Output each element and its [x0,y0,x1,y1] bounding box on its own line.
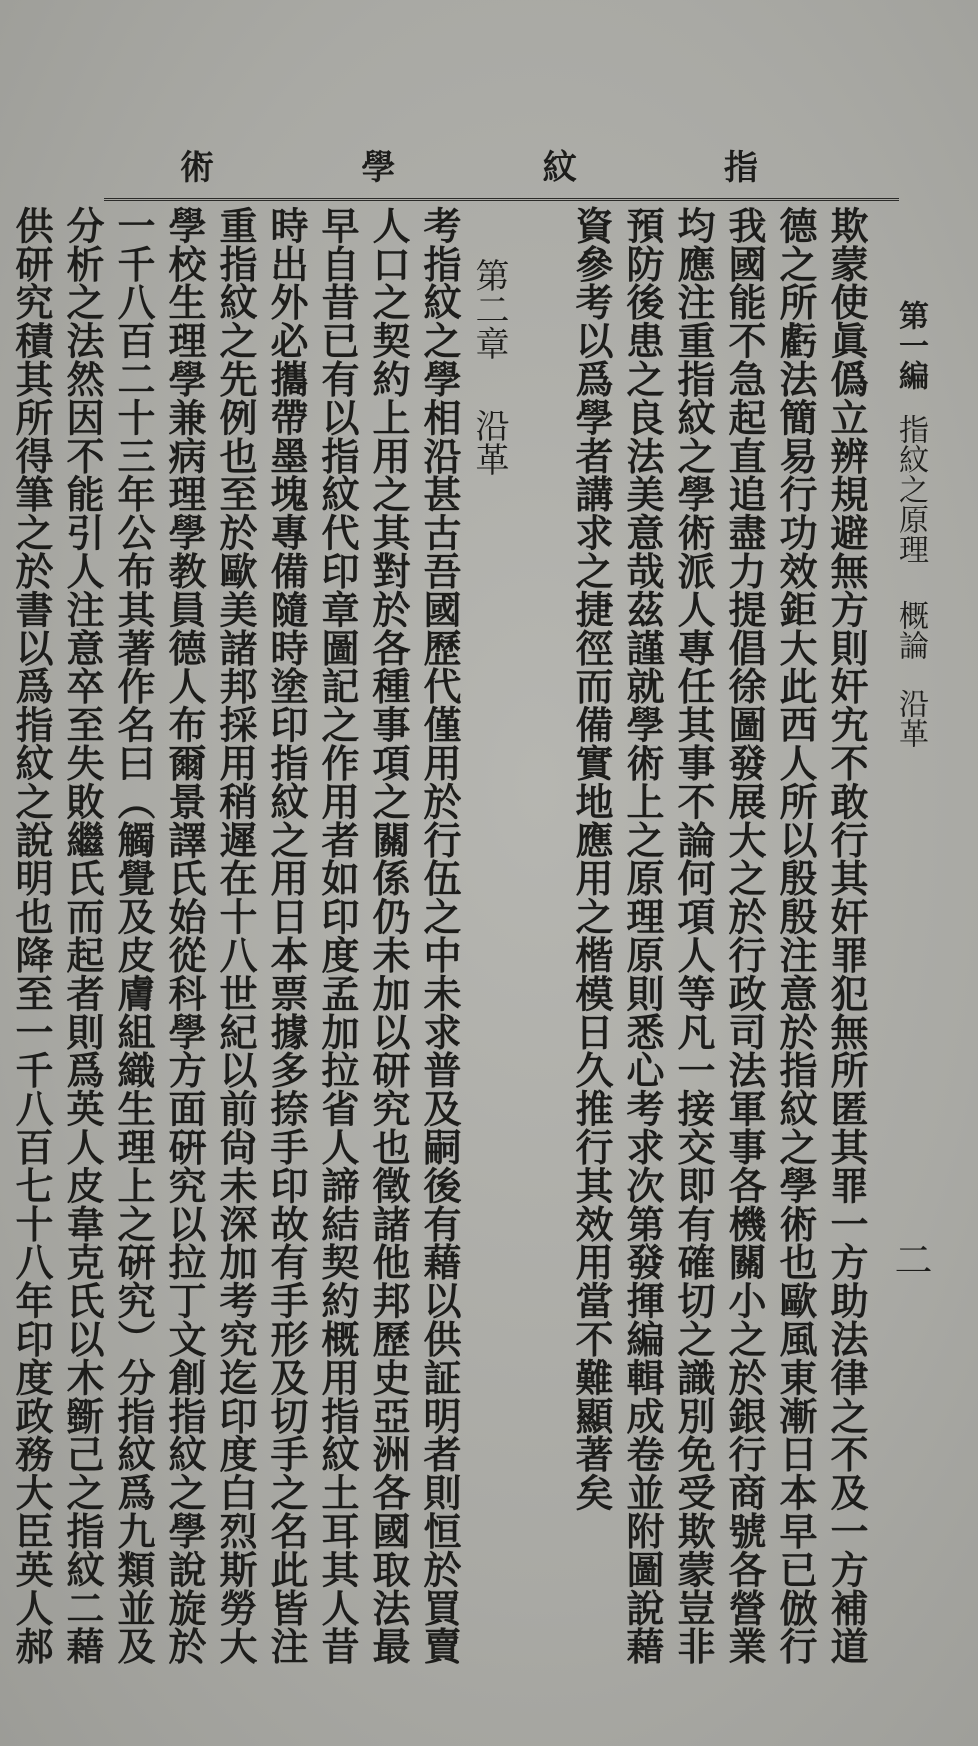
running-head-chapter-2: 沿革 [893,688,928,748]
text-column: 學校生理學兼病理學教員德人布爾景譯氏始從科學方面硏究以拉丁文創指紋之學說旋於 [162,206,207,1666]
text-column: 德之所虧法簡易行功效鉅大此西人所以殷殷注意於指紋之學術也歐風東漸日本早已倣行 [773,206,818,1666]
header-rule [104,198,899,201]
text-column: 人口之契約上用之其對於各種事項之關係仍未加以研究也徵諸他邦歷史亞洲各國取法最 [366,206,411,1666]
text-column: 預防後患之良法美意哉茲謹就學術上之原理原則悉心考求次第發揮編輯成卷並附圖說藉 [620,206,665,1666]
book-title-char: 術 [180,147,216,188]
text-column: 我國能不急起直追盡力提倡徐圖發展大之於行政司法軍事各機關小之於銀行商號各營業 [722,206,767,1666]
text-column: 分析之法然因不能引人注意卒至失敗繼氏而起者則爲英人皮韋克氏以木斵己之指紋二藉 [60,206,105,1666]
text-column: 時出外必攜帶墨塊專備隨時塗印指紋之用日本票據多捺手印故有手形及切手之名此皆注 [264,206,309,1666]
running-head [880,300,940,1650]
text-column: 考指紋之學相沿甚古吾國歷代僅用於行伍之中未求普及嗣後有藉以供証明者則恒於買賣 [417,206,462,1666]
text-column: 早自昔已有以指紋代印章圖記之作用者如印度孟加拉省人諦結契約概用指紋土耳其人昔 [315,206,360,1666]
book-title-char: 學 [361,147,398,188]
running-head-part: 第一編 [893,300,928,390]
page-number: 二 [888,1240,932,1278]
text-column: 供研究積其所得筆之於書以爲指紋之說明也降至一千八百七十八年印度政務大臣英人郝 [9,206,54,1666]
book-title-header [180,142,760,186]
chapter-heading [464,258,514,476]
text-column: 均應注重指紋之學術派人專任其事不論何項人等凡一接交即有確切之識別免受欺蒙豈非 [671,206,716,1666]
book-title-char: 紋 [542,147,579,188]
running-head-section: 指紋之原理 [893,414,928,564]
text-column: 資參考以爲學者講求之捷徑而備實地應用之楷模日久推行其效用當不難顯著矣 [569,206,614,1512]
text-column: 一千八百二十三年公布其著作名曰（觸覺及皮膚組織生理上之硏究）分指紋爲九類並及 [111,206,156,1666]
book-title-char: 指 [723,147,760,188]
chapter-title: 沿革 [469,408,509,476]
text-column: 重指紋之先例也至於歐美諸邦採用稍遲在十八世紀以前尙未深加考究迄印度白烈斯勞大 [213,206,258,1666]
running-head-chapter-1: 概論 [893,600,928,660]
text-column: 欺蒙使眞僞立辨規避無方則奸宄不敢行其奸罪犯無所匿其罪一方助法律之不及一方補道 [824,206,869,1666]
chapter-number: 第二章 [469,258,509,360]
